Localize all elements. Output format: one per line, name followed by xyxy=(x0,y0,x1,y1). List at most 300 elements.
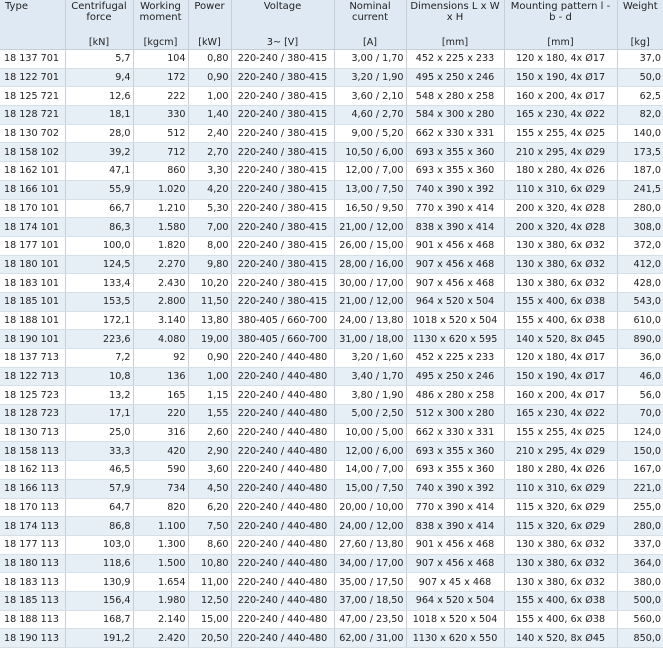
cell-current: 20,00 / 10,00 xyxy=(334,498,406,517)
cell-force: 18,1 xyxy=(65,106,133,125)
cell-dimensions: 1130 x 620 x 595 xyxy=(406,330,504,349)
cell-moment: 2.140 xyxy=(133,610,188,629)
cell-weight: 124,0 xyxy=(617,423,663,442)
cell-mounting: 210 x 295, 4x Ø29 xyxy=(504,442,617,461)
cell-mounting: 200 x 320, 4x Ø28 xyxy=(504,199,617,218)
cell-moment: 136 xyxy=(133,367,188,386)
cell-type: 18 188 113 xyxy=(0,610,65,629)
cell-weight: 890,0 xyxy=(617,330,663,349)
cell-moment: 2.800 xyxy=(133,292,188,311)
cell-dimensions: 486 x 280 x 258 xyxy=(406,386,504,405)
cell-power: 2,90 xyxy=(188,442,231,461)
header-type: Type xyxy=(0,0,65,34)
cell-power: 5,30 xyxy=(188,199,231,218)
unit-voltage: 3~ [V] xyxy=(231,34,334,50)
cell-mounting: 160 x 200, 4x Ø17 xyxy=(504,386,617,405)
cell-weight: 56,0 xyxy=(617,386,663,405)
cell-type: 18 180 101 xyxy=(0,255,65,274)
cell-voltage: 220-240 / 440-480 xyxy=(231,517,334,536)
cell-dimensions: 740 x 390 x 392 xyxy=(406,180,504,199)
cell-current: 3,20 / 1,60 xyxy=(334,349,406,368)
cell-type: 18 190 101 xyxy=(0,330,65,349)
cell-voltage: 220-240 / 440-480 xyxy=(231,423,334,442)
cell-weight: 221,0 xyxy=(617,479,663,498)
table-row xyxy=(0,461,663,480)
cell-mounting: 130 x 380, 6x Ø32 xyxy=(504,554,617,573)
unit-force: [kN] xyxy=(65,34,133,50)
cell-power: 9,80 xyxy=(188,255,231,274)
cell-power: 7,50 xyxy=(188,517,231,536)
cell-power: 8,00 xyxy=(188,236,231,255)
cell-force: 223,6 xyxy=(65,330,133,349)
cell-current: 62,00 / 31,00 xyxy=(334,629,406,648)
cell-moment: 104 xyxy=(133,50,188,69)
cell-voltage: 220-240 / 380-415 xyxy=(231,274,334,293)
cell-current: 34,00 / 17,00 xyxy=(334,554,406,573)
cell-force: 10,8 xyxy=(65,367,133,386)
table-row xyxy=(0,236,663,255)
cell-current: 15,00 / 7,50 xyxy=(334,479,406,498)
cell-moment: 712 xyxy=(133,143,188,162)
cell-moment: 1.100 xyxy=(133,517,188,536)
cell-power: 4,50 xyxy=(188,479,231,498)
cell-voltage: 220-240 / 380-415 xyxy=(231,124,334,143)
table-row xyxy=(0,498,663,517)
cell-type: 18 170 101 xyxy=(0,199,65,218)
cell-current: 10,50 / 6,00 xyxy=(334,143,406,162)
cell-type: 18 128 723 xyxy=(0,405,65,424)
header-mounting-pattern: Mounting pattern l - b - d xyxy=(504,0,617,34)
cell-voltage: 380-405 / 660-700 xyxy=(231,311,334,330)
cell-weight: 280,0 xyxy=(617,199,663,218)
cell-dimensions: 693 x 355 x 360 xyxy=(406,442,504,461)
cell-weight: 46,0 xyxy=(617,367,663,386)
cell-force: 39,2 xyxy=(65,143,133,162)
cell-current: 5,00 / 2,50 xyxy=(334,405,406,424)
table-row xyxy=(0,199,663,218)
cell-current: 21,00 / 12,00 xyxy=(334,218,406,237)
cell-mounting: 155 x 400, 6x Ø38 xyxy=(504,311,617,330)
cell-power: 10,80 xyxy=(188,554,231,573)
cell-voltage: 220-240 / 380-415 xyxy=(231,106,334,125)
cell-dimensions: 452 x 225 x 233 xyxy=(406,349,504,368)
cell-weight: 610,0 xyxy=(617,311,663,330)
cell-moment: 1.500 xyxy=(133,554,188,573)
cell-weight: 850,0 xyxy=(617,629,663,648)
cell-type: 18 174 101 xyxy=(0,218,65,237)
cell-force: 55,9 xyxy=(65,180,133,199)
cell-current: 9,00 / 5,20 xyxy=(334,124,406,143)
cell-type: 18 188 101 xyxy=(0,311,65,330)
cell-power: 10,20 xyxy=(188,274,231,293)
cell-voltage: 220-240 / 440-480 xyxy=(231,386,334,405)
cell-voltage: 220-240 / 440-480 xyxy=(231,405,334,424)
cell-current: 47,00 / 23,50 xyxy=(334,610,406,629)
cell-type: 18 130 702 xyxy=(0,124,65,143)
cell-weight: 187,0 xyxy=(617,162,663,181)
table-row xyxy=(0,610,663,629)
header-centrifugal-force: Centrifugal force xyxy=(65,0,133,34)
cell-weight: 560,0 xyxy=(617,610,663,629)
cell-mounting: 115 x 320, 6x Ø29 xyxy=(504,517,617,536)
cell-dimensions: 740 x 390 x 392 xyxy=(406,479,504,498)
cell-mounting: 140 x 520, 8x Ø45 xyxy=(504,629,617,648)
cell-force: 191,2 xyxy=(65,629,133,648)
cell-dimensions: 964 x 520 x 504 xyxy=(406,292,504,311)
cell-voltage: 220-240 / 440-480 xyxy=(231,535,334,554)
cell-mounting: 155 x 400, 6x Ø38 xyxy=(504,610,617,629)
cell-weight: 82,0 xyxy=(617,106,663,125)
table-row xyxy=(0,423,663,442)
cell-voltage: 220-240 / 440-480 xyxy=(231,349,334,368)
cell-weight: 70,0 xyxy=(617,405,663,424)
header-weight: Weight xyxy=(617,0,663,34)
cell-mounting: 155 x 255, 4x Ø25 xyxy=(504,124,617,143)
cell-force: 12,6 xyxy=(65,87,133,106)
cell-mounting: 155 x 400, 6x Ø38 xyxy=(504,591,617,610)
cell-force: 168,7 xyxy=(65,610,133,629)
cell-dimensions: 907 x 456 x 468 xyxy=(406,255,504,274)
table-row xyxy=(0,274,663,293)
table-row xyxy=(0,386,663,405)
cell-dimensions: 770 x 390 x 414 xyxy=(406,498,504,517)
table-row xyxy=(0,311,663,330)
cell-moment: 1.820 xyxy=(133,236,188,255)
header-row xyxy=(0,0,663,34)
table-row xyxy=(0,255,663,274)
cell-current: 10,00 / 5,00 xyxy=(334,423,406,442)
cell-weight: 500,0 xyxy=(617,591,663,610)
unit-mounting: [mm] xyxy=(504,34,617,50)
cell-current: 12,00 / 7,00 xyxy=(334,162,406,181)
cell-power: 1,40 xyxy=(188,106,231,125)
table-row xyxy=(0,629,663,648)
cell-dimensions: 495 x 250 x 246 xyxy=(406,68,504,87)
cell-mounting: 140 x 520, 8x Ø45 xyxy=(504,330,617,349)
cell-force: 5,7 xyxy=(65,50,133,69)
unit-power: [kW] xyxy=(188,34,231,50)
cell-power: 8,60 xyxy=(188,535,231,554)
cell-type: 18 183 113 xyxy=(0,573,65,592)
cell-force: 47,1 xyxy=(65,162,133,181)
cell-power: 7,00 xyxy=(188,218,231,237)
cell-moment: 316 xyxy=(133,423,188,442)
cell-moment: 92 xyxy=(133,349,188,368)
cell-current: 37,00 / 18,50 xyxy=(334,591,406,610)
cell-force: 9,4 xyxy=(65,68,133,87)
cell-moment: 2.420 xyxy=(133,629,188,648)
cell-mounting: 110 x 310, 6x Ø29 xyxy=(504,479,617,498)
table-body xyxy=(0,50,663,648)
cell-weight: 173,5 xyxy=(617,143,663,162)
cell-type: 18 122 713 xyxy=(0,367,65,386)
cell-mounting: 155 x 400, 6x Ø38 xyxy=(504,292,617,311)
table-row xyxy=(0,591,663,610)
cell-weight: 36,0 xyxy=(617,349,663,368)
cell-power: 0,80 xyxy=(188,50,231,69)
cell-weight: 150,0 xyxy=(617,442,663,461)
cell-dimensions: 838 x 390 x 414 xyxy=(406,218,504,237)
cell-power: 11,50 xyxy=(188,292,231,311)
cell-voltage: 220-240 / 380-415 xyxy=(231,50,334,69)
cell-mounting: 210 x 295, 4x Ø29 xyxy=(504,143,617,162)
cell-weight: 280,0 xyxy=(617,517,663,536)
units-row xyxy=(0,34,663,50)
table-row xyxy=(0,292,663,311)
cell-weight: 241,5 xyxy=(617,180,663,199)
cell-mounting: 200 x 320, 4x Ø28 xyxy=(504,218,617,237)
cell-force: 57,9 xyxy=(65,479,133,498)
cell-type: 18 158 102 xyxy=(0,143,65,162)
cell-moment: 2.430 xyxy=(133,274,188,293)
cell-power: 2,40 xyxy=(188,124,231,143)
cell-type: 18 177 101 xyxy=(0,236,65,255)
cell-weight: 308,0 xyxy=(617,218,663,237)
cell-current: 16,50 / 9,50 xyxy=(334,199,406,218)
cell-moment: 2.270 xyxy=(133,255,188,274)
cell-current: 28,00 / 16,00 xyxy=(334,255,406,274)
table-row xyxy=(0,180,663,199)
header-voltage: Voltage xyxy=(231,0,334,34)
unit-current: [A] xyxy=(334,34,406,50)
unit-type xyxy=(0,34,65,50)
cell-voltage: 220-240 / 440-480 xyxy=(231,479,334,498)
cell-power: 6,20 xyxy=(188,498,231,517)
cell-force: 64,7 xyxy=(65,498,133,517)
cell-voltage: 220-240 / 440-480 xyxy=(231,367,334,386)
table-row xyxy=(0,349,663,368)
cell-mounting: 165 x 230, 4x Ø22 xyxy=(504,405,617,424)
table-row xyxy=(0,124,663,143)
cell-dimensions: 512 x 300 x 280 xyxy=(406,405,504,424)
cell-moment: 512 xyxy=(133,124,188,143)
cell-moment: 420 xyxy=(133,442,188,461)
cell-mounting: 155 x 255, 4x Ø25 xyxy=(504,423,617,442)
cell-weight: 380,0 xyxy=(617,573,663,592)
table-row xyxy=(0,367,663,386)
cell-voltage: 220-240 / 440-480 xyxy=(231,591,334,610)
table-row xyxy=(0,50,663,69)
table-row xyxy=(0,218,663,237)
cell-force: 46,5 xyxy=(65,461,133,480)
cell-type: 18 185 113 xyxy=(0,591,65,610)
cell-voltage: 220-240 / 380-415 xyxy=(231,199,334,218)
table-row xyxy=(0,405,663,424)
cell-dimensions: 901 x 456 x 468 xyxy=(406,236,504,255)
cell-current: 4,60 / 2,70 xyxy=(334,106,406,125)
cell-type: 18 128 721 xyxy=(0,106,65,125)
cell-dimensions: 901 x 456 x 468 xyxy=(406,535,504,554)
header-nominal-current: Nominal current xyxy=(334,0,406,34)
cell-weight: 543,0 xyxy=(617,292,663,311)
cell-type: 18 137 701 xyxy=(0,50,65,69)
cell-type: 18 185 101 xyxy=(0,292,65,311)
cell-type: 18 170 113 xyxy=(0,498,65,517)
cell-dimensions: 693 x 355 x 360 xyxy=(406,461,504,480)
cell-dimensions: 1130 x 620 x 550 xyxy=(406,629,504,648)
cell-weight: 337,0 xyxy=(617,535,663,554)
header-working-moment: Working moment xyxy=(133,0,188,34)
cell-current: 3,00 / 1,70 xyxy=(334,50,406,69)
cell-force: 86,3 xyxy=(65,218,133,237)
cell-moment: 172 xyxy=(133,68,188,87)
cell-type: 18 137 713 xyxy=(0,349,65,368)
cell-mounting: 120 x 180, 4x Ø17 xyxy=(504,349,617,368)
cell-voltage: 220-240 / 380-415 xyxy=(231,292,334,311)
table-row xyxy=(0,517,663,536)
cell-current: 35,00 / 17,50 xyxy=(334,573,406,592)
cell-voltage: 220-240 / 440-480 xyxy=(231,573,334,592)
cell-voltage: 220-240 / 440-480 xyxy=(231,629,334,648)
cell-current: 24,00 / 12,00 xyxy=(334,517,406,536)
cell-weight: 167,0 xyxy=(617,461,663,480)
cell-current: 21,00 / 12,00 xyxy=(334,292,406,311)
cell-mounting: 130 x 380, 6x Ø32 xyxy=(504,535,617,554)
cell-dimensions: 907 x 45 x 468 xyxy=(406,573,504,592)
cell-force: 86,8 xyxy=(65,517,133,536)
cell-current: 13,00 / 7,50 xyxy=(334,180,406,199)
cell-force: 130,9 xyxy=(65,573,133,592)
cell-force: 25,0 xyxy=(65,423,133,442)
cell-force: 118,6 xyxy=(65,554,133,573)
cell-type: 18 166 101 xyxy=(0,180,65,199)
cell-power: 12,50 xyxy=(188,591,231,610)
cell-force: 13,2 xyxy=(65,386,133,405)
cell-dimensions: 1018 x 520 x 504 xyxy=(406,610,504,629)
cell-power: 0,90 xyxy=(188,349,231,368)
cell-force: 156,4 xyxy=(65,591,133,610)
cell-force: 124,5 xyxy=(65,255,133,274)
cell-dimensions: 693 x 355 x 360 xyxy=(406,162,504,181)
cell-weight: 412,0 xyxy=(617,255,663,274)
cell-type: 18 180 113 xyxy=(0,554,65,573)
cell-mounting: 150 x 190, 4x Ø17 xyxy=(504,367,617,386)
cell-type: 18 190 113 xyxy=(0,629,65,648)
unit-moment: [kgcm] xyxy=(133,34,188,50)
cell-moment: 860 xyxy=(133,162,188,181)
cell-force: 103,0 xyxy=(65,535,133,554)
cell-dimensions: 584 x 300 x 280 xyxy=(406,106,504,125)
table-row xyxy=(0,106,663,125)
cell-type: 18 125 721 xyxy=(0,87,65,106)
cell-current: 3,60 / 2,10 xyxy=(334,87,406,106)
cell-voltage: 220-240 / 440-480 xyxy=(231,610,334,629)
cell-moment: 1.980 xyxy=(133,591,188,610)
cell-dimensions: 907 x 456 x 468 xyxy=(406,554,504,573)
cell-current: 3,20 / 1,90 xyxy=(334,68,406,87)
cell-power: 4,20 xyxy=(188,180,231,199)
cell-weight: 428,0 xyxy=(617,274,663,293)
cell-force: 133,4 xyxy=(65,274,133,293)
header-power: Power xyxy=(188,0,231,34)
cell-weight: 37,0 xyxy=(617,50,663,69)
cell-current: 30,00 / 17,00 xyxy=(334,274,406,293)
table-row xyxy=(0,143,663,162)
cell-voltage: 380-405 / 660-700 xyxy=(231,330,334,349)
cell-force: 100,0 xyxy=(65,236,133,255)
cell-moment: 220 xyxy=(133,405,188,424)
cell-voltage: 220-240 / 380-415 xyxy=(231,180,334,199)
cell-current: 24,00 / 13,80 xyxy=(334,311,406,330)
cell-force: 33,3 xyxy=(65,442,133,461)
cell-current: 12,00 / 6,00 xyxy=(334,442,406,461)
cell-voltage: 220-240 / 380-415 xyxy=(231,143,334,162)
cell-moment: 1.654 xyxy=(133,573,188,592)
cell-mounting: 115 x 320, 6x Ø29 xyxy=(504,498,617,517)
cell-voltage: 220-240 / 380-415 xyxy=(231,87,334,106)
cell-dimensions: 662 x 330 x 331 xyxy=(406,423,504,442)
cell-weight: 50,0 xyxy=(617,68,663,87)
table-row xyxy=(0,68,663,87)
cell-moment: 165 xyxy=(133,386,188,405)
table-row xyxy=(0,87,663,106)
cell-force: 17,1 xyxy=(65,405,133,424)
table-row xyxy=(0,554,663,573)
cell-moment: 820 xyxy=(133,498,188,517)
table-row xyxy=(0,535,663,554)
cell-weight: 372,0 xyxy=(617,236,663,255)
cell-mounting: 130 x 380, 6x Ø32 xyxy=(504,236,617,255)
cell-power: 1,55 xyxy=(188,405,231,424)
cell-force: 7,2 xyxy=(65,349,133,368)
cell-voltage: 220-240 / 380-415 xyxy=(231,68,334,87)
cell-moment: 734 xyxy=(133,479,188,498)
cell-type: 18 158 113 xyxy=(0,442,65,461)
cell-voltage: 220-240 / 440-480 xyxy=(231,461,334,480)
cell-power: 19,00 xyxy=(188,330,231,349)
cell-power: 3,60 xyxy=(188,461,231,480)
cell-mounting: 130 x 380, 6x Ø32 xyxy=(504,274,617,293)
cell-moment: 1.580 xyxy=(133,218,188,237)
cell-voltage: 220-240 / 380-415 xyxy=(231,255,334,274)
cell-current: 31,00 / 18,00 xyxy=(334,330,406,349)
cell-power: 1,15 xyxy=(188,386,231,405)
cell-moment: 3.140 xyxy=(133,311,188,330)
cell-mounting: 130 x 380, 6x Ø32 xyxy=(504,573,617,592)
cell-voltage: 220-240 / 440-480 xyxy=(231,442,334,461)
cell-weight: 364,0 xyxy=(617,554,663,573)
cell-type: 18 130 713 xyxy=(0,423,65,442)
cell-voltage: 220-240 / 380-415 xyxy=(231,162,334,181)
cell-force: 66,7 xyxy=(65,199,133,218)
cell-voltage: 220-240 / 380-415 xyxy=(231,236,334,255)
cell-power: 2,70 xyxy=(188,143,231,162)
table-row xyxy=(0,573,663,592)
cell-dimensions: 907 x 456 x 468 xyxy=(406,274,504,293)
cell-mounting: 180 x 280, 4x Ø26 xyxy=(504,162,617,181)
cell-power: 0,90 xyxy=(188,68,231,87)
cell-mounting: 180 x 280, 4x Ø26 xyxy=(504,461,617,480)
cell-current: 26,00 / 15,00 xyxy=(334,236,406,255)
cell-current: 14,00 / 7,00 xyxy=(334,461,406,480)
cell-mounting: 160 x 200, 4x Ø17 xyxy=(504,87,617,106)
cell-current: 3,80 / 1,90 xyxy=(334,386,406,405)
cell-type: 18 177 113 xyxy=(0,535,65,554)
cell-moment: 222 xyxy=(133,87,188,106)
cell-voltage: 220-240 / 440-480 xyxy=(231,498,334,517)
cell-power: 13,80 xyxy=(188,311,231,330)
cell-moment: 330 xyxy=(133,106,188,125)
cell-power: 1,00 xyxy=(188,87,231,106)
cell-weight: 255,0 xyxy=(617,498,663,517)
cell-type: 18 166 113 xyxy=(0,479,65,498)
cell-voltage: 220-240 / 380-415 xyxy=(231,218,334,237)
cell-type: 18 162 113 xyxy=(0,461,65,480)
cell-moment: 4.080 xyxy=(133,330,188,349)
cell-power: 3,30 xyxy=(188,162,231,181)
cell-moment: 1.300 xyxy=(133,535,188,554)
cell-type: 18 162 101 xyxy=(0,162,65,181)
